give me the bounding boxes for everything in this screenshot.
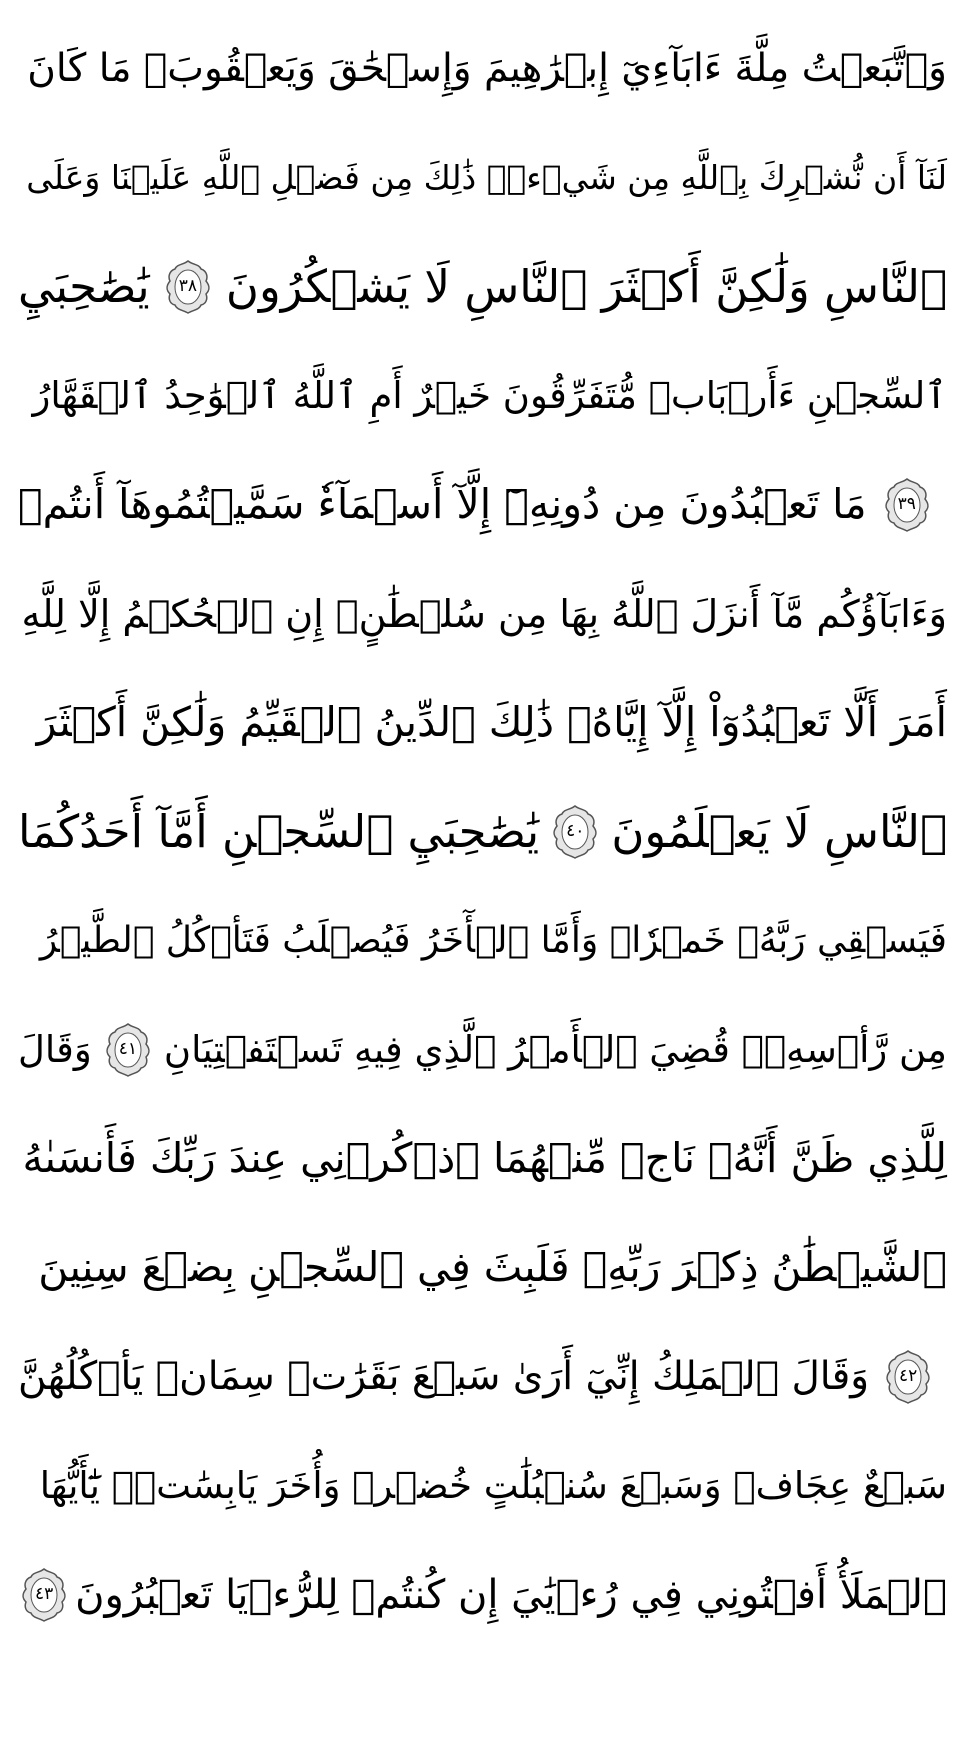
verse-text: ٱلنَّاسِ وَلَٰكِنَّ أَكۡثَرَ ٱلنَّاسِ لَا يَشۡكُرُونَ (225, 260, 947, 313)
verse-line (18, 14, 947, 123)
ayah-number: ٤١ (118, 1039, 137, 1059)
verse-line (18, 559, 947, 668)
ayah-number: ٤٢ (898, 1366, 918, 1386)
verse-text: أَمَرَ أَلَّا تَعۡبُدُوٓاْ إِلَّآ إِيَّاهُۚ ذَٰلِكَ ٱلدِّينُ ٱلۡقَيِّمُ وَلَٰكِنَّ أَكۡثَرَ (36, 698, 947, 746)
verse-text: ٱلنَّاسِ لَا يَعۡلَمُونَ (611, 805, 947, 858)
verse-text: وَٱتَّبَعۡتُ مِلَّةَ ءَابَآءِيٓ إِبۡرَٰهِيمَ وَإِسۡحَٰقَ وَيَعۡقُوبَۚ مَا كَانَ (27, 46, 947, 91)
verse-text: ٱلسِّجۡنِ ءَأَرۡبَابٞ مُّتَفَرِّقُونَ خَيۡرٌ أَمِ ٱللَّهُ ٱلۡوَٰحِدُ ٱلۡقَهَّارُ (32, 374, 947, 417)
verse-line (18, 886, 947, 995)
verse-text: لِلَّذِي ظَنَّ أَنَّهُۥ نَاجٖ مِّنۡهُمَا ٱذۡكُرۡنِي عِندَ رَبِّكَ فَأَنسَىٰهُ (22, 1134, 947, 1182)
verse-text: مَا تَعۡبُدُونَ مِن دُونِهِۦٓ إِلَّآ أَسۡمَآءٗ سَمَّيۡتُمُوهَآ أَنتُمۡ (18, 480, 867, 528)
ayah-number: ٣٩ (897, 494, 916, 514)
verse-text: لَنَآ أَن نُّشۡرِكَ بِٱللَّهِ مِن شَيۡءٖۚ ذَٰلِكَ مِن فَضۡلِ ٱللَّهِ عَلَيۡنَا وَعَلَى (26, 158, 947, 197)
ayah-end-marker (21, 1567, 67, 1623)
verse-text: سَبۡعٌ عِجَافٞ وَسَبۡعَ سُنۢبُلَٰتٍ خُضۡرٖ وَأُخَرَ يَابِسَٰتٖۖ يَٰٓأَيُّهَا (39, 1464, 947, 1507)
ayah-number: ٤٣ (34, 1584, 54, 1604)
verse-line (18, 1540, 947, 1649)
ayah-number: ٤٠ (566, 821, 585, 841)
verse-line (18, 341, 947, 450)
verse-line (18, 1213, 947, 1322)
ayah-end-marker (105, 1022, 151, 1078)
verse-line (18, 1104, 947, 1213)
verse-line (18, 1431, 947, 1540)
verse-text: يَٰصَٰحِبَيِ ٱلسِّجۡنِ أَمَّآ أَحَدُكُمَا (18, 805, 540, 858)
verse-lines (18, 14, 947, 1649)
verse-line (18, 668, 947, 777)
ayah-end-marker (884, 477, 930, 533)
verse-line (18, 232, 947, 341)
verse-line (18, 995, 947, 1104)
ayah-end-marker (165, 259, 211, 315)
verse-text: مِن رَّأۡسِهِۦۚ قُضِيَ ٱلۡأَمۡرُ ٱلَّذِي فِيهِ تَسۡتَفۡتِيَانِ (163, 1028, 947, 1071)
ayah-end-marker (885, 1349, 931, 1405)
verse-line (18, 1322, 947, 1431)
ayah-end-marker (552, 804, 598, 860)
ayah-number: ٣٨ (178, 276, 197, 296)
verse-text: وَقَالَ (18, 1028, 92, 1071)
verse-text: يَٰصَٰحِبَيِ (18, 260, 150, 313)
verse-line (18, 777, 947, 886)
verse-text: وَءَابَآؤُكُم مَّآ أَنزَلَ ٱللَّهُ بِهَا مِن سُلۡطَٰنٍۚ إِنِ ٱلۡحُكۡمُ إِلَّا لِلَّهِ (21, 591, 947, 636)
verse-text: فَيَسۡقِي رَبَّهُۥ خَمۡرٗاۖ وَأَمَّا ٱلۡأٓخَرُ فَيُصۡلَبُ فَتَأۡكُلُ ٱلطَّيۡرُ (39, 919, 947, 961)
verse-text: ٱلۡمَلَأُ أَفۡتُونِي فِي رُءۡيَٰيَ إِن كُنتُمۡ لِلرُّءۡيَا تَعۡبُرُونَ (75, 1571, 947, 1618)
verse-line (18, 123, 947, 232)
verse-line (18, 450, 947, 559)
verse-text: ٱلشَّيۡطَٰنُ ذِكۡرَ رَبِّهِۦ فَلَبِثَ فِي ٱلسِّجۡنِ بِضۡعَ سِنِينَ (38, 1243, 947, 1291)
verse-text: وَقَالَ ٱلۡمَلِكُ إِنِّيٓ أَرَىٰ سَبۡعَ بَقَرَٰتٖ سِمَانٖ يَأۡكُلُهُنَّ (18, 1354, 870, 1399)
